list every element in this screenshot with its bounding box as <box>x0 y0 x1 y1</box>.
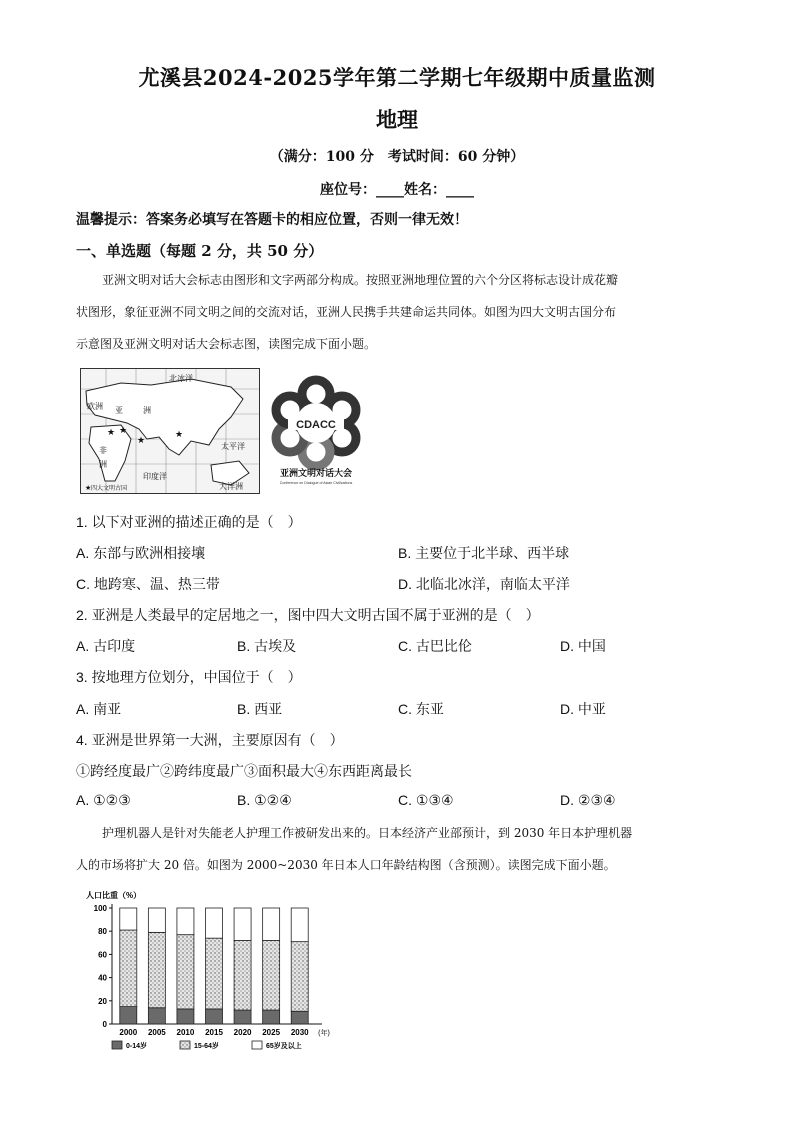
question-3-option-a[interactable]: A. 南亚 <box>76 701 122 717</box>
map-label: 大洋洲 <box>219 482 243 491</box>
map-label: 洲 <box>143 406 151 415</box>
passage-1-line: 亚洲文明对话大会标志由图形和文字两部分构成。按照亚洲地理位置的六个分区将标志设计成花瓣 <box>102 273 619 287</box>
exam-title: 尤溪县2024-2025学年第二学期七年级期中质量监测 <box>138 65 656 90</box>
civilization-star-icon: ★ <box>107 427 116 437</box>
y-tick-label: 60 <box>98 950 107 960</box>
y-tick-label: 40 <box>98 973 107 983</box>
legend-star-icon: ★ <box>85 485 92 492</box>
question-4-option-a[interactable]: A. ①②③ <box>76 792 131 808</box>
question-1-option-c[interactable]: C. 地跨寒、温、热三带 <box>76 576 220 592</box>
ancient-civilizations-map <box>80 368 260 494</box>
map-label: 北冰洋 <box>169 374 193 383</box>
map-label: 亚 <box>115 406 123 415</box>
civilization-star-icon: ★ <box>175 429 184 439</box>
bar-segment-15-64岁 <box>291 942 308 1012</box>
logo-text: CDACC <box>296 419 336 431</box>
question-2-option-c[interactable]: C. 古巴比伦 <box>398 638 472 654</box>
bar-segment-0-14岁 <box>234 1010 251 1024</box>
question-2-option-d[interactable]: D. 中国 <box>560 638 606 654</box>
civilization-star-icon: ★ <box>119 425 128 435</box>
question-3-option-c[interactable]: C. 东亚 <box>398 701 444 717</box>
question-1-option-b[interactable]: B. 主要位于北半球、西半球 <box>398 545 570 561</box>
y-tick-label: 0 <box>102 1020 107 1029</box>
y-tick-label: 80 <box>98 927 107 937</box>
passage-1-line: 示意图及亚洲文明对话大会标志图，读图完成下面小题。 <box>76 337 377 351</box>
passage-2-line: 护理机器人是针对失能老人护理工作被研发出来的。日本经济产业部预计，到 2030 年日本护理机器 <box>102 826 633 840</box>
question-2-option-b[interactable]: B. 古埃及 <box>237 638 297 654</box>
question-3-option-b[interactable]: B. 西亚 <box>237 701 283 717</box>
map-legend-label: 四大文明古国 <box>91 486 128 492</box>
subject-title: 地理 <box>376 107 418 132</box>
logo-caption: 亚洲文明对话大会 <box>279 468 353 478</box>
legend-swatch <box>180 1041 190 1049</box>
bar-segment-65岁及以上 <box>234 908 251 940</box>
question-1-option-d[interactable]: D. 北临北冰洋，南临太平洋 <box>398 576 570 592</box>
bar-segment-0-14岁 <box>263 1010 280 1024</box>
bar-segment-65岁及以上 <box>263 908 280 940</box>
map-label: 太平洋 <box>221 442 245 451</box>
bar-segment-15-64岁 <box>120 930 137 1007</box>
x-tick-label: 2015 <box>205 1028 223 1037</box>
bar-segment-0-14岁 <box>206 1009 223 1024</box>
question-1-stem: 1. 以下对亚洲的描述正确的是（ ） <box>76 514 302 530</box>
question-1-option-a[interactable]: A. 东部与欧洲相接壤 <box>76 545 206 561</box>
y-tick-label: 20 <box>98 996 107 1006</box>
map-label: 洲 <box>99 460 107 469</box>
question-2-stem: 2. 亚洲是人类最早的定居地之一，图中四大文明古国不属于亚洲的是（ ） <box>76 607 540 623</box>
bar-segment-0-14岁 <box>120 1007 137 1024</box>
bar-segment-15-64岁 <box>177 935 194 1009</box>
legend-swatch <box>112 1041 122 1049</box>
x-axis-unit: (年) <box>318 1030 330 1037</box>
passage-1-line: 状图形，象征亚洲不同文明之间的交流对话，亚洲人民携手共建命运共同体。如图为四大文明古国分布 <box>76 305 617 319</box>
y-tick-label: 100 <box>93 904 107 913</box>
question-4-option-d[interactable]: D. ②③④ <box>560 792 616 808</box>
question-4-stem: 4. 亚洲是世界第一大洲，主要原因有（ ） <box>76 732 344 748</box>
bar-segment-0-14岁 <box>291 1011 308 1024</box>
section-heading: 一、单选题（每题 2 分，共 50 分） <box>76 242 324 260</box>
bar-segment-65岁及以上 <box>206 908 223 938</box>
x-tick-label: 2020 <box>233 1028 252 1037</box>
passage-2 <box>76 817 716 881</box>
bar-segment-15-64岁 <box>263 940 280 1010</box>
map-label: 印度洋 <box>143 472 167 481</box>
warm-tip: 温馨提示：答案务必填写在答题卡的相应位置，否则一律无效！ <box>76 212 468 228</box>
question-3-option-d[interactable]: D. 中亚 <box>560 701 606 717</box>
x-tick-label: 2025 <box>262 1028 281 1037</box>
exam-info: （满分：100 分 考试时间：60 分钟） <box>269 149 525 165</box>
map-label: 非 <box>99 446 107 455</box>
bar-segment-65岁及以上 <box>291 908 308 942</box>
bar-segment-15-64岁 <box>206 938 223 1009</box>
question-3-stem: 3. 按地理方位划分，中国位于（ ） <box>76 669 302 685</box>
civilization-star-icon: ★ <box>137 435 146 445</box>
cdacc-logo <box>266 372 366 487</box>
map-label: 欧洲 <box>87 402 103 411</box>
question-4-option-c[interactable]: C. ①③④ <box>398 792 454 808</box>
question-4-statements: ①跨经度最广②跨纬度最广③面积最大④东西距离最长 <box>76 763 412 779</box>
passage-1 <box>76 264 716 360</box>
x-tick-label: 2005 <box>147 1028 166 1037</box>
x-tick-label: 2000 <box>119 1028 138 1037</box>
legend-label: 0-14岁 <box>126 1043 148 1050</box>
question-4-option-b[interactable]: B. ①②④ <box>237 792 292 808</box>
legend-label: 15-64岁 <box>194 1043 219 1050</box>
x-tick-label: 2010 <box>176 1028 195 1037</box>
bar-segment-15-64岁 <box>234 940 251 1010</box>
bar-segment-65岁及以上 <box>148 908 165 932</box>
bar-segment-15-64岁 <box>148 932 165 1007</box>
bar-segment-0-14岁 <box>177 1009 194 1024</box>
seat-name-line: 座位号：____姓名：____ <box>320 182 474 198</box>
legend-label: 65岁及以上 <box>266 1043 302 1050</box>
bar-segment-65岁及以上 <box>177 908 194 935</box>
y-axis-label: 人口比重（%） <box>86 891 142 900</box>
logo-subcaption: Conference on Dialogue of Asian Civilizations <box>279 481 353 485</box>
question-2-option-a[interactable]: A. 古印度 <box>76 638 136 654</box>
passage-2-line: 人的市场将扩大 20 倍。如图为 2000~2030 年日本人口年龄结构图（含预测）。读图完成下面小题。 <box>76 858 616 872</box>
legend-swatch <box>252 1041 262 1049</box>
bar-segment-65岁及以上 <box>120 908 137 930</box>
bar-segment-0-14岁 <box>148 1008 165 1024</box>
x-tick-label: 2030 <box>290 1028 309 1037</box>
population-age-chart <box>82 884 352 1064</box>
